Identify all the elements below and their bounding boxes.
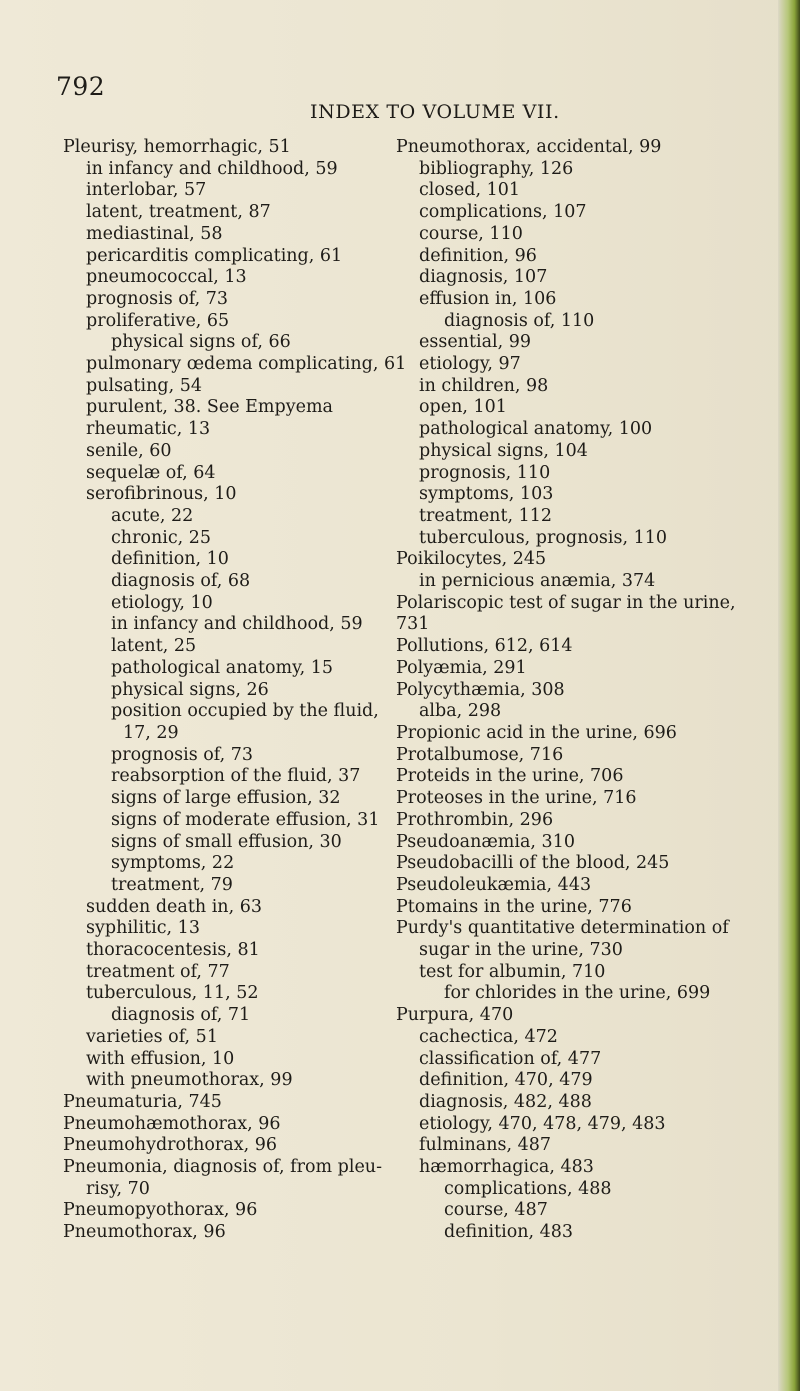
index-entry: tuberculous, 11, 52: [86, 983, 259, 1004]
index-entry: essential, 99: [419, 332, 531, 353]
index-entry: diagnosis of, 110: [444, 310, 595, 331]
index-entry: Pollutions, 612, 614: [396, 636, 573, 657]
index-entry: Pneumaturia, 745: [63, 1091, 222, 1112]
index-entry: prognosis of, 73: [86, 288, 229, 309]
index-entry: Prothrombin, 296: [396, 809, 554, 830]
index-entry: signs of moderate effusion, 31: [111, 809, 380, 830]
index-entry: Pneumohydrothorax, 96: [63, 1135, 277, 1156]
index-entry: Polycythæmia, 308: [396, 679, 565, 700]
index-entry: senile, 60: [86, 440, 172, 461]
index-column-right: [396, 137, 751, 1244]
index-entry: pulmonary œdema complicating, 61: [86, 354, 407, 375]
index-entry: hæmorrhagica, 483: [419, 1157, 594, 1178]
index-entry: Polyæmia, 291: [396, 657, 527, 678]
index-entry: complications, 107: [419, 202, 587, 223]
index-entry: etiology, 97: [419, 354, 521, 375]
index-entry: 731: [396, 614, 430, 635]
index-entry: Purdy's quantitative determination of: [396, 918, 729, 939]
index-entry: in children, 98: [419, 375, 549, 396]
index-entry: Pneumohæmothorax, 96: [63, 1113, 281, 1134]
index-entry: proliferative, 65: [86, 310, 230, 331]
index-entry: effusion in, 106: [419, 288, 557, 309]
running-head: INDEX TO VOLUME VII.: [310, 101, 560, 123]
index-entry: prognosis of, 73: [111, 744, 254, 765]
index-entry: with effusion, 10: [86, 1048, 235, 1069]
index-entry: alba, 298: [419, 701, 502, 722]
index-entry: Pneumothorax, 96: [63, 1222, 226, 1243]
index-entry: Pneumonia, diagnosis of, from pleu-: [63, 1157, 382, 1178]
index-entry: pathological anatomy, 100: [419, 419, 653, 440]
page-number: 792: [56, 72, 106, 101]
index-entry: diagnosis of, 68: [111, 571, 251, 592]
index-entry: complications, 488: [444, 1178, 612, 1199]
index-entry: syphilitic, 13: [86, 918, 200, 939]
index-entry: physical signs of, 66: [111, 332, 291, 353]
index-entry: symptoms, 22: [111, 853, 235, 874]
index-entry: fulminans, 487: [419, 1135, 552, 1156]
index-entry: pulsating, 54: [86, 375, 202, 396]
index-entry: diagnosis, 482, 488: [419, 1091, 592, 1112]
index-entry: tuberculous, prognosis, 110: [419, 527, 668, 548]
index-entry: Propionic acid in the urine, 696: [396, 722, 677, 743]
index-entry: diagnosis, 107: [419, 267, 548, 288]
index-entry: varieties of, 51: [86, 1026, 218, 1047]
index-entry: Pseudoleukæmia, 443: [396, 874, 592, 895]
index-entry: definition, 470, 479: [419, 1070, 593, 1091]
index-column-left: [63, 137, 407, 1244]
index-entry: mediastinal, 58: [86, 223, 223, 244]
index-entry: pathological anatomy, 15: [111, 657, 334, 678]
index-entry: Pneumopyothorax, 96: [63, 1200, 258, 1221]
index-entry: Pseudoanæmia, 310: [396, 831, 575, 852]
index-entry: diagnosis of, 71: [111, 1005, 251, 1026]
index-entry: purulent, 38. See Empyema: [86, 397, 333, 418]
index-entry: course, 110: [419, 223, 523, 244]
page-edge: [778, 0, 800, 1391]
index-entry: risy, 70: [86, 1178, 150, 1199]
index-entry: Poikilocytes, 245: [396, 549, 547, 570]
index-entry: signs of small effusion, 30: [111, 831, 342, 852]
index-entry: sequelæ of, 64: [86, 462, 216, 483]
index-entry: test for albumin, 710: [419, 961, 606, 982]
index-entry: Pleurisy, hemorrhagic, 51: [63, 137, 291, 157]
index-entry: definition, 96: [419, 245, 537, 266]
index-entry: latent, 25: [111, 636, 197, 657]
index-entry: serofibrinous, 10: [86, 484, 237, 505]
index-entry: for chlorides in the urine, 699: [444, 983, 711, 1004]
index-entry: rheumatic, 13: [86, 419, 211, 440]
index-entry: treatment, 112: [419, 505, 553, 526]
index-entry: bibliography, 126: [419, 158, 574, 179]
index-entry: symptoms, 103: [419, 484, 554, 505]
index-entry: Protalbumose, 716: [396, 744, 564, 765]
index-entry: prognosis, 110: [419, 462, 551, 483]
index-entry: position occupied by the fluid,: [111, 701, 379, 722]
index-entry: physical signs, 104: [419, 440, 588, 461]
index-entry: treatment, 79: [111, 874, 233, 895]
index-entry: treatment of, 77: [86, 961, 230, 982]
index-entry: with pneumothorax, 99: [86, 1070, 293, 1091]
index-entry: sudden death in, 63: [86, 896, 262, 917]
index-entry: reabsorption of the fluid, 37: [111, 766, 361, 787]
index-entry: Pseudobacilli of the blood, 245: [396, 853, 670, 874]
index-entry: 17, 29: [123, 722, 179, 743]
index-entry: signs of large effusion, 32: [111, 788, 341, 809]
index-entry: classification of, 477: [419, 1048, 602, 1069]
index-entry: acute, 22: [111, 505, 194, 526]
index-entry: Proteids in the urine, 706: [396, 766, 624, 787]
index-entry: pericarditis complicating, 61: [86, 245, 343, 266]
index-entry: course, 487: [444, 1200, 548, 1221]
index-entry: latent, treatment, 87: [86, 202, 271, 223]
index-entry: cachectica, 472: [419, 1026, 558, 1047]
index-entry: Proteoses in the urine, 716: [396, 788, 637, 809]
index-entry: Pneumothorax, accidental, 99: [396, 137, 662, 157]
index-entry: etiology, 10: [111, 592, 213, 613]
index-entry: sugar in the urine, 730: [419, 940, 623, 961]
index-entry: etiology, 470, 478, 479, 483: [419, 1113, 666, 1134]
index-entry: open, 101: [419, 397, 507, 418]
index-entry: thoracocentesis, 81: [86, 940, 260, 961]
index-entry: physical signs, 26: [111, 679, 269, 700]
index-entry: in infancy and childhood, 59: [111, 614, 363, 635]
index-entry: chronic, 25: [111, 527, 212, 548]
index-entry: Ptomains in the urine, 776: [396, 896, 632, 917]
index-entry: Purpura, 470: [396, 1005, 514, 1026]
index-entry: pneumococcal, 13: [86, 267, 247, 288]
index-entry: interlobar, 57: [86, 180, 207, 201]
index-entry: definition, 483: [444, 1222, 574, 1243]
index-entry: in pernicious anæmia, 374: [419, 571, 656, 592]
index-entry: closed, 101: [419, 180, 521, 201]
index-entry: in infancy and childhood, 59: [86, 158, 338, 179]
index-entry: Polariscopic test of sugar in the urine,: [396, 592, 736, 613]
index-entry: definition, 10: [111, 549, 229, 570]
